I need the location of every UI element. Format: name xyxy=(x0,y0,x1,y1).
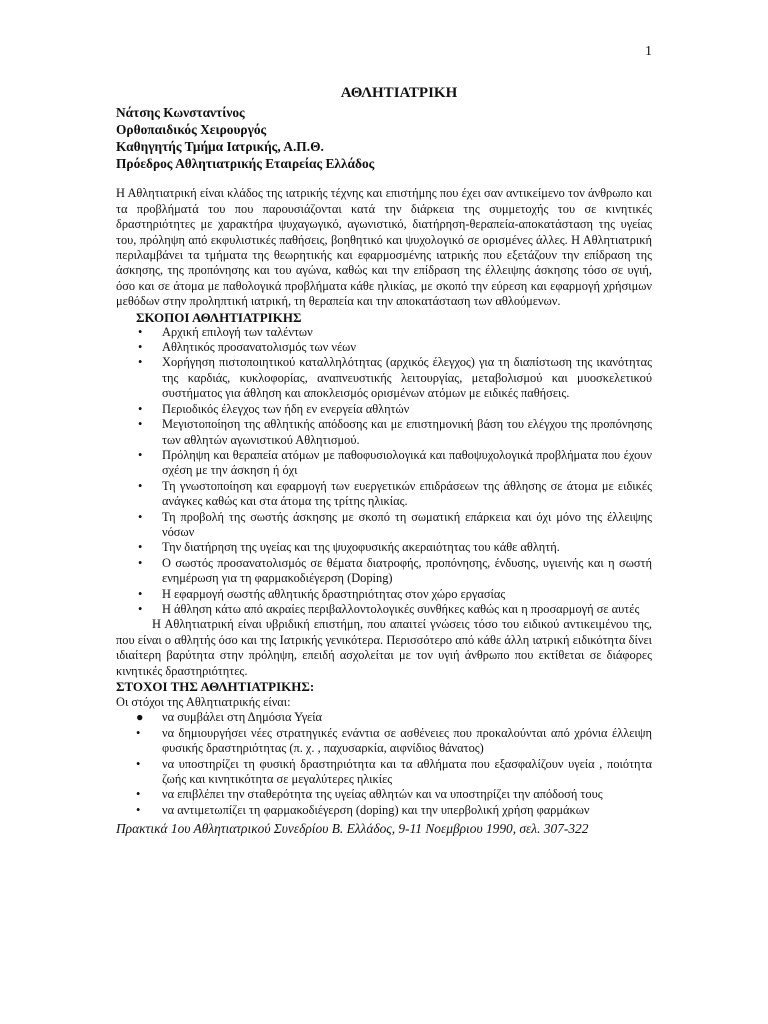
list-item-text: Περιοδικός έλεγχος των ήδη εν ενεργεία αθλητών xyxy=(162,401,410,416)
list-item xyxy=(116,417,652,448)
author-block xyxy=(116,104,652,172)
bullet-icon: • xyxy=(138,540,143,555)
list-item xyxy=(116,448,652,479)
list-item xyxy=(116,556,652,587)
list-item-text: Αρχική επιλογή των ταλέντων xyxy=(162,324,313,339)
list-item xyxy=(116,340,652,355)
bullet-icon: • xyxy=(138,340,143,355)
list-item xyxy=(116,787,652,802)
list-item-text: Αθλητικός προσανατολισμός των νέων xyxy=(162,340,356,355)
list-item-text: Τη προβολή της σωστής άσκησης με σκοπό τη σωματική επάρκεια και όχι μόνο της έλλειψης νόσων xyxy=(162,509,652,539)
page-number: 1 xyxy=(645,44,652,59)
list-item xyxy=(116,710,652,725)
page-content xyxy=(116,86,652,837)
list-item xyxy=(116,540,652,555)
bullet-icon: • xyxy=(138,478,143,493)
list-item-text: Η άθληση κάτω από ακραίες περιβαλλοντολογικές συνθήκες καθώς και η προσαρμογή σε αυτές xyxy=(162,601,640,616)
list-item xyxy=(116,325,652,340)
intro-paragraph: Η Αθλητιατρική είναι κλάδος της ιατρικής τέχνης και επιστήμης που έχει σαν αντικείμενο τον άνθρωπο και τα προβλήματά του που παρουσιάζονται κατά την διάρκεια της συμμετοχής του σε κινητικές δραστηριότητες με χαρακτήρα ψυχαγωγικό, αγωνιστικό, διατήρηση-θεραπεία-αποκατάσταση της υγείας του, πρόληψη από εκφυλιστικές παθήσεις, βοηθητικό και ψυχολογικό σε ορισμένες άλλες. Η Αθλητιατρική περιλαμβάνει τα τμήματα της θεωρητικής και εφαρμοσμένης ιατρικής που εξετάζουν την επίδραση της άσκησης, της προπόνησης και του αγώνα, καθώς και την επίδραση της έλλειψης άσκησης τόσο σε υγιή, όσο και σε άτομα με παθολογικά προβλήματα κάθε ηλικίας, με σκοπό την εύρεση και εφαρμογή χρήσιμων μεθόδων στην προληπτική ιατρική, τη θεραπεία και την αποκατάσταση των αθλούμενων. xyxy=(116,186,652,309)
list-item xyxy=(116,726,652,757)
aims-list xyxy=(116,325,652,618)
bullet-icon: • xyxy=(136,802,141,817)
list-item xyxy=(116,402,652,417)
list-item-text: Χορήγηση πιστοποιητικού καταλληλότητας (αρχικός έλεγχος) για τη διαπίστωση της ικανότητας της καρδιάς, κυκλοφορίας, αναπνευστικής λειτουργίας, μεταβολισμού και μυοσκελετικού συστήματος για άθληση και αποκλεισμός ορισμένων ατόμων με ειδικές παθήσεις. xyxy=(162,355,652,401)
list-item xyxy=(116,355,652,401)
bullet-icon: • xyxy=(138,401,143,416)
bullet-icon: • xyxy=(138,509,143,524)
list-item xyxy=(116,757,652,788)
list-item xyxy=(116,803,652,818)
bullet-icon: • xyxy=(136,787,141,802)
middle-paragraph: Η Αθλητιατρική είναι υβριδική επιστήμη, που απαιτεί γνώσεις τόσο του ειδικού αντικειμένου της, που είναι ο αθλητής όσο και της Ιατρικής γενικότερα. Περισσότερο από κάθε άλλη ιατρική ειδικότητα δίνει ιδιαίτερη βαρύτητα στην πρόληψη, επειδή ασχολείται με τον υγιή άνθρωπο που εκτίθεται σε διάφορες κινητικές δραστηριότητες. xyxy=(116,617,652,678)
list-item-text: Τη γνωστοποίηση και εφαρμογή των ευεργετικών επιδράσεων της άθλησης σε άτομα με ειδικές ανάγκες καθώς και στα άτομα της τρίτης ηλικίας. xyxy=(162,478,652,509)
list-item-text: να επιβλέπει την σταθερότητα της υγείας αθλητών και να υποστηρίζει την απόδοσή τους xyxy=(162,787,603,802)
bullet-icon: • xyxy=(138,417,143,432)
list-item-text: Μεγιστοποίηση της αθλητικής απόδοσης και με επιστημονική βάση του ελέγχου της προπόνησης των αθλητών αγωνιστικού Αθλητισμού. xyxy=(162,417,652,447)
list-item xyxy=(116,479,652,510)
list-item-text: Ο σωστός προσανατολισμός σε θέματα διατροφής, προπόνησης, ένδυσης, υγιεινής και η σωστή ενημέρωση για τη φαρμακοδιέγερση (Doping) xyxy=(162,555,652,586)
bullet-icon: • xyxy=(138,447,143,462)
list-item-text: Η εφαρμογή σωστής αθλητικής δραστηριότητας στον χώρο εργασίας xyxy=(162,586,506,601)
bullet-icon: ● xyxy=(136,710,144,725)
list-item-text: να δημιουργήσει νέες στρατηγικές ενάντια σε ασθένειες που προκαλούνται από χρόνια έλλειψη φυσικής δραστηριότητας (π. χ. , παχυσαρκία, αιφνίδιος θάνατος) xyxy=(162,725,652,756)
list-item-text: Την διατήρηση της υγείας και της ψυχοφυσικής ακεραιότητας του κάθε αθλητή. xyxy=(162,540,560,555)
author-name: Νάτσης Κωνσταντίνος xyxy=(116,105,245,121)
goals-intro: Οι στόχοι της Αθλητιατρικής είναι: xyxy=(116,695,291,709)
list-item-text: να συμβάλει στη Δημόσια Υγεία xyxy=(162,710,323,725)
list-item-text: να υποστηρίζει τη φυσική δραστηριότητα και τα αθλήματα που εξασφαλίζουν υγεία , ποιότητα ζωής και κινητικότητα σε μεγαλύτερες ηλικίες xyxy=(162,756,652,787)
bullet-icon: • xyxy=(138,355,143,370)
reference-citation: Πρακτικά 1ου Αθλητιατρικού Συνεδρίου Β. Ελλάδος, 9-11 Νοεμβριου 1990, σελ. 307-322 xyxy=(116,821,589,837)
author-position: Καθηγητής Τμήμα Ιατρικής, Α.Π.Θ. xyxy=(116,139,324,155)
list-item xyxy=(116,602,652,617)
bullet-icon: • xyxy=(136,756,141,771)
document-title: ΑΘΛΗΤΙΑΤΡΙΚΗ xyxy=(340,85,458,101)
list-item xyxy=(116,587,652,602)
author-role: Πρόεδρος Αθλητιατρικής Εταιρείας Ελλάδος xyxy=(116,156,375,172)
bullet-icon: • xyxy=(136,725,141,740)
aims-heading: ΣΚΟΠΟΙ ΑΘΛΗΤΙΑΤΡΙΚΗΣ xyxy=(136,309,302,325)
goals-heading: ΣΤΟΧΟΙ ΤΗΣ ΑΘΛΗΤΙΑΤΡΙΚΗΣ: xyxy=(116,679,315,694)
bullet-icon: • xyxy=(138,555,143,570)
author-specialty: Ορθοπαιδικός Χειρουργός xyxy=(116,122,267,138)
bullet-icon: • xyxy=(138,586,143,601)
list-item xyxy=(116,510,652,541)
goals-list xyxy=(116,710,652,818)
bullet-icon: • xyxy=(138,324,143,339)
list-item-text: Πρόληψη και θεραπεία ατόμων με παθοφυσιολογικά και παθοψυχολογικά προβλήματα που έχουν σχέση με την άσκηση ή όχι xyxy=(162,447,652,478)
bullet-icon: • xyxy=(138,601,143,616)
list-item-text: να αντιμετωπίζει τη φαρμακοδιέγερση (doping) και την υπερβολική χρήση φαρμάκων xyxy=(162,802,590,817)
